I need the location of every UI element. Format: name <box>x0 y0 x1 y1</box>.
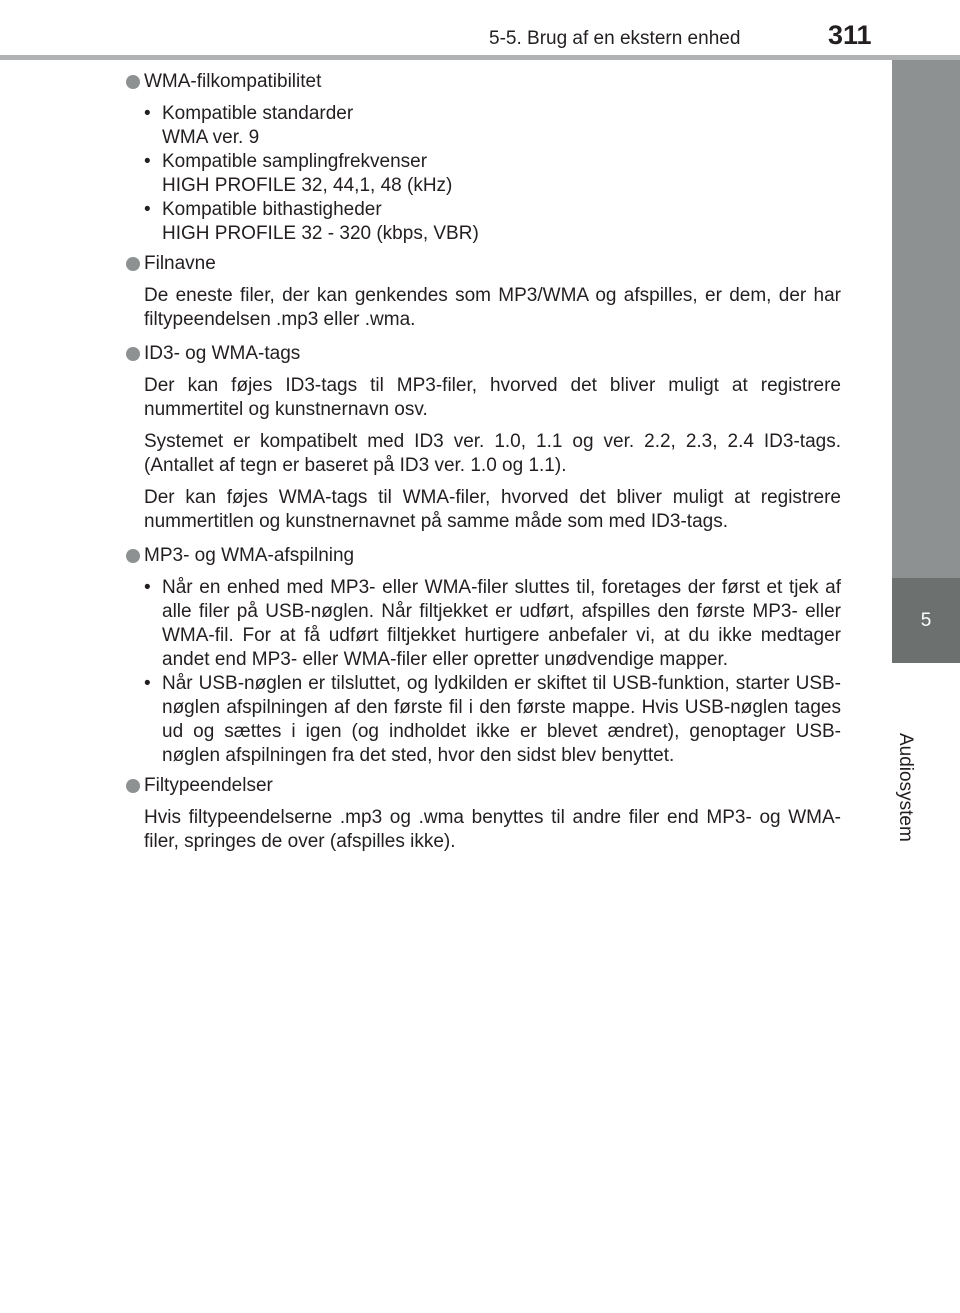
list-item <box>144 576 841 672</box>
chapter-tab-number[interactable]: 5 <box>892 578 960 663</box>
paragraph: Hvis filtypeendelserne .mp3 og .wma benyttes til andre filer end MP3- og WMA-filer, springes de over (afspilles ikke). <box>144 807 841 852</box>
heading-text: Filtypeendelser <box>144 775 273 796</box>
section-extensions <box>126 774 841 854</box>
bullet-mark: • <box>144 577 151 598</box>
section-filenames <box>126 252 841 332</box>
paragraph: Der kan føjes WMA-tags til WMA-filer, hvorved det bliver muligt at registrere nummertitlen og kunstnernavnet på samme måde som med ID3-tags. <box>144 487 841 532</box>
section-tags <box>126 342 841 534</box>
section-heading <box>126 252 841 276</box>
heading-text: MP3- og WMA-afspilning <box>144 545 355 566</box>
bullet-mark: • <box>144 199 151 220</box>
running-header-section: 5-5. Brug af en ekstern enhed <box>489 28 741 49</box>
section-heading <box>126 342 841 366</box>
bullet-mark: • <box>144 673 151 694</box>
bullet-dot-icon <box>126 779 140 793</box>
section-heading <box>126 544 841 568</box>
wma-spec-list <box>126 102 841 246</box>
chapter-tab-label: Audiosystem <box>895 733 916 842</box>
list-item-label: Kompatible bithastigheder <box>162 199 382 220</box>
list-item <box>144 672 841 768</box>
bullet-mark: • <box>144 151 151 172</box>
playback-list <box>126 576 841 768</box>
paragraph: De eneste filer, der kan genkendes som MP3/WMA og afspilles, er dem, der har filtypeendelsen .mp3 eller .wma. <box>144 285 841 330</box>
bullet-dot-icon <box>126 549 140 563</box>
page-number: 311 <box>828 20 872 50</box>
list-item-text: Når en enhed med MP3- eller WMA-filer sluttes til, foretages der først et tjek af alle filer på USB-nøglen. Når filtjekket er udført, afspilles den første MP3- eller WMA-fil. For at få udført filtjekket hurtigere anbefaler vi, at du ikke medtager andet end MP3- eller WMA-filer eller opretter unødvendige mapper. <box>162 577 841 670</box>
heading-text: Filnavne <box>144 253 216 274</box>
list-item-label: Kompatible standarder <box>162 103 354 124</box>
chapter-tab-upper <box>892 60 960 578</box>
heading-text: ID3- og WMA-tags <box>144 343 301 364</box>
list-item <box>144 102 841 150</box>
bullet-dot-icon <box>126 75 140 89</box>
page-body <box>126 70 841 854</box>
section-heading <box>126 70 841 94</box>
list-item <box>144 150 841 198</box>
paragraph: Systemet er kompatibelt med ID3 ver. 1.0, 1.1 og ver. 2.2, 2.3, 2.4 ID3-tags. (Antallet af tegn er baseret på ID3 ver. 1.0 og 1.1). <box>144 431 841 476</box>
bullet-dot-icon <box>126 347 140 361</box>
list-item-label: Kompatible samplingfrekvenser <box>162 151 428 172</box>
header-rule <box>0 55 960 60</box>
list-item-text: Når USB-nøglen er tilsluttet, og lydkilden er skiftet til USB-funktion, starter USB-nøglen afspilningen af den første fil i den første mappe. Hvis USB-nøglen tages ud og sættes i igen (og indholdet ikke er blevet ændret), genoptager USB-nøglen afspilningen fra det sted, hvor den sidst blev benyttet. <box>162 673 841 766</box>
list-item <box>144 198 841 246</box>
bullet-mark: • <box>144 103 151 124</box>
list-item-value: WMA ver. 9 <box>162 127 260 148</box>
heading-text: WMA-filkompatibilitet <box>144 71 322 92</box>
list-item-value: HIGH PROFILE 32 - 320 (kbps, VBR) <box>162 223 479 244</box>
paragraph: Der kan føjes ID3-tags til MP3-filer, hvorved det bliver muligt at registrere nummertitel og kunstnernavn osv. <box>144 375 841 420</box>
section-playback <box>126 544 841 768</box>
bullet-dot-icon <box>126 257 140 271</box>
list-item-value: HIGH PROFILE 32, 44,1, 48 (kHz) <box>162 175 453 196</box>
section-wma-compat <box>126 70 841 246</box>
section-heading <box>126 774 841 798</box>
